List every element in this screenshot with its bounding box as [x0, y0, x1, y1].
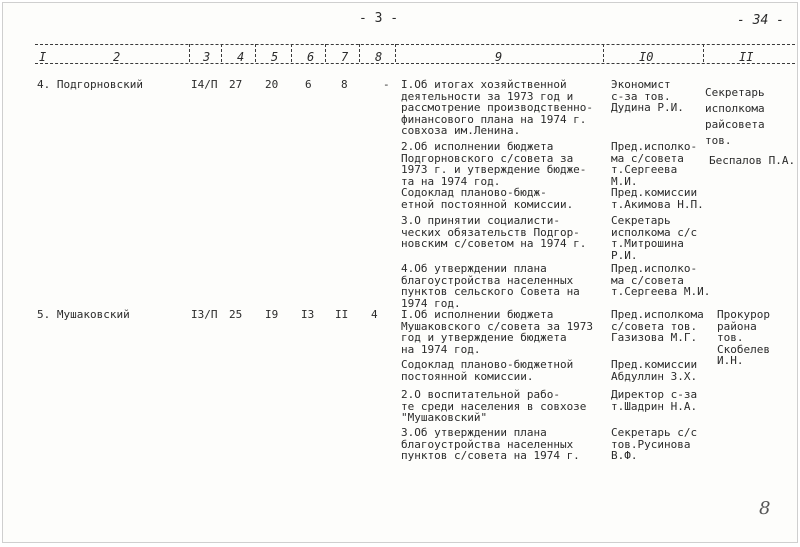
row-cell-4: 27 [229, 78, 243, 91]
speaker: Секретарь исполкома с/с т.Митрошина Р.И. [611, 214, 698, 262]
responsible-official-name: Беспалов П.А. [709, 154, 796, 167]
column-header: I0 [639, 50, 654, 64]
agenda-item: 4.Об утверждении плана благоустройства населенных пунктов сельского Совета на 1974 год. [401, 262, 580, 310]
column-divider [291, 44, 292, 62]
row-cell-3: I4/П [191, 78, 218, 91]
column-header: 4 [237, 50, 245, 64]
column-divider [325, 44, 326, 62]
handwritten-page-mark: 8 [759, 498, 771, 519]
column-header: 6 [307, 50, 315, 64]
corner-note: - 34 - [737, 13, 784, 28]
speaker: Экономист с-за тов. Дудина Р.И. [611, 78, 684, 115]
column-divider [255, 44, 256, 62]
row-name: 4. Подгорновский [37, 78, 143, 91]
column-header: II [739, 50, 754, 64]
column-header: 5 [271, 50, 279, 64]
row-cell-6: I3 [301, 308, 315, 321]
agenda-item: 2.О воспитательной рабо- те среди населения в совхозе "Мушаковский" [401, 388, 587, 425]
column-header: I [39, 50, 47, 64]
agenda-item: Содоклад планово-бюдж- етной постоянной комиссии. [401, 186, 574, 211]
header-rule-bottom [35, 63, 795, 64]
speaker: Директор с-за т.Шадрин Н.А. [611, 388, 698, 413]
agenda-item: I.Об итогах хозяйственной деятельности за 1973 год и рассмотрение производственно- финансового плана на 1974 г. совхоза им.Ленина. [401, 78, 594, 138]
column-divider [603, 44, 604, 62]
column-header: 7 [341, 50, 349, 64]
speaker: Пред.исполко- ма с/совета т.Сергеева М.И. [611, 262, 711, 299]
column-divider [703, 44, 704, 62]
row-cell-8: 4 [371, 308, 378, 321]
column-divider [189, 44, 190, 62]
agenda-item: 3.Об утверждении плана благоустройства населенных пунктов с/совета на 1974 г. [401, 426, 580, 463]
column-divider [221, 44, 222, 62]
agenda-item: I.Об исполнении бюджета Мушаковского с/совета за 1973 год и утверждение бюджета на 1974 год. [401, 308, 594, 356]
header-rule-top [35, 44, 795, 45]
row-cell-7: 8 [341, 78, 348, 91]
row-name: 5. Мушаковский [37, 308, 130, 321]
agenda-item: Содоклад планово-бюджетной постоянной комиссии. [401, 358, 574, 383]
column-header: 3 [203, 50, 211, 64]
row-cell-6: 6 [305, 78, 312, 91]
speaker: Секретарь с/с тов.Русинова В.Ф. [611, 426, 698, 463]
row-cell-5: I9 [265, 308, 279, 321]
column-header: 9 [495, 50, 503, 64]
speaker: Пред.исполко- ма с/совета т.Сергеева М.И. [611, 140, 698, 188]
page-number: - 3 - [359, 11, 399, 26]
column-divider [359, 44, 360, 62]
agenda-item: 2.Об исполнении бюджета Подгорновского с/совета за 1973 г. и утверждение бюдже- та на 1974 год. [401, 140, 587, 188]
document-page [2, 2, 798, 543]
row-cell-5: 20 [265, 78, 279, 91]
speaker: Пред.исполкома с/совета тов. Газизова М.Г. [611, 308, 704, 345]
speaker: Пред.комиссии т.Акимова Н.П. [611, 186, 704, 211]
row-cell-3: I3/П [191, 308, 218, 321]
column-header: 2 [113, 50, 121, 64]
column-divider [395, 44, 396, 62]
responsible-official: Прокурор района тов. Скобелев И.Н. [717, 308, 770, 368]
responsible-official: Секретарь исполкома райсовета тов. [705, 86, 765, 147]
speaker: Пред.комиссии Абдуллин З.Х. [611, 358, 698, 383]
row-cell-4: 25 [229, 308, 243, 321]
row-cell-8: - [383, 78, 390, 91]
column-header: 8 [375, 50, 383, 64]
agenda-item: 3.О принятии социалисти- ческих обязательств Подгор- новским с/советом на 1974 г. [401, 214, 587, 251]
row-cell-7: II [335, 308, 349, 321]
